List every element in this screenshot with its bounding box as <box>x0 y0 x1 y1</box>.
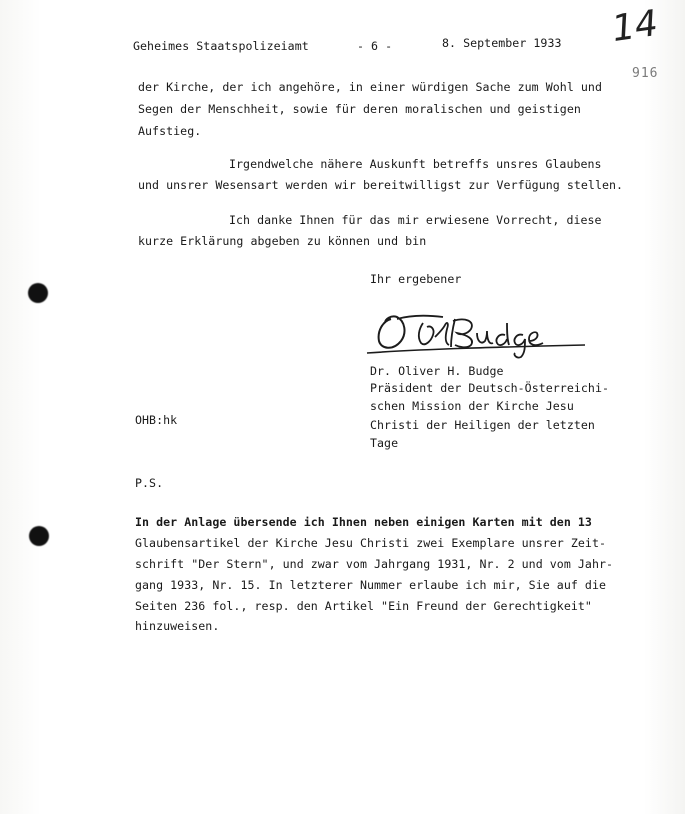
para3-line1: Ich danke Ihnen für das mir erwiesene Vorrecht, diese <box>229 213 602 227</box>
postscript-line2: Glaubensartikel der Kirche Jesu Christi zwei Exemplare unsrer Zeit- <box>135 536 607 550</box>
punch-hole-bottom <box>29 526 49 546</box>
header-date: 8. September 1933 <box>442 36 562 50</box>
signer-title-line3: Christi der Heiligen der letzten <box>370 418 595 432</box>
postscript-line5: Seiten 236 fol., resp. den Artikel "Ein Freund der Gerechtigkeit" <box>135 599 592 613</box>
folio-stamp-number: 916 <box>632 66 659 81</box>
postscript-line3: schrift "Der Stern", und zwar vom Jahrgang 1931, Nr. 2 und vom Jahr- <box>135 557 614 571</box>
header-page-number: - 6 - <box>357 39 393 53</box>
para1-line3: Aufstieg. <box>138 124 202 138</box>
para2-line2: und unsrer Wesensart werden wir bereitwilligst zur Verfügung stellen. <box>138 178 624 192</box>
header-office: Geheimes Staatspolizeiamt <box>133 39 309 53</box>
postscript-label: P.S. <box>135 476 164 490</box>
para1-line2: Segen der Menschheit, sowie für deren moralischen und geistigen <box>138 102 581 116</box>
signer-title-line4: Tage <box>370 436 399 450</box>
closing-salutation: Ihr ergebener <box>370 272 462 286</box>
signer-title-line1: Präsident der Deutsch-Österreichi- <box>370 381 610 395</box>
postscript-line1: In der Anlage übersende ich Ihnen neben einigen Karten mit den 13 <box>135 515 592 529</box>
handwritten-signature <box>363 307 613 359</box>
folio-handwritten-number: 14 <box>609 3 661 50</box>
postscript-line6: hinzuweisen. <box>135 619 220 633</box>
para2-line1: Irgendwelche nähere Auskunft betreffs unsres Glaubens <box>229 157 602 171</box>
para1-line1: der Kirche, der ich angehöre, in einer würdigen Sache zum Wohl und <box>138 80 602 94</box>
postscript-line4: gang 1933, Nr. 15. In letzterer Nummer erlaube ich mir, Sie auf die <box>135 578 607 592</box>
para3-line2: kurze Erklärung abgeben zu können und bin <box>138 234 427 248</box>
punch-hole-top <box>28 283 48 303</box>
signer-name: Dr. Oliver H. Budge <box>370 364 504 378</box>
signer-title-line2: schen Mission der Kirche Jesu <box>370 399 574 413</box>
reference-initials: OHB:hk <box>135 413 178 427</box>
